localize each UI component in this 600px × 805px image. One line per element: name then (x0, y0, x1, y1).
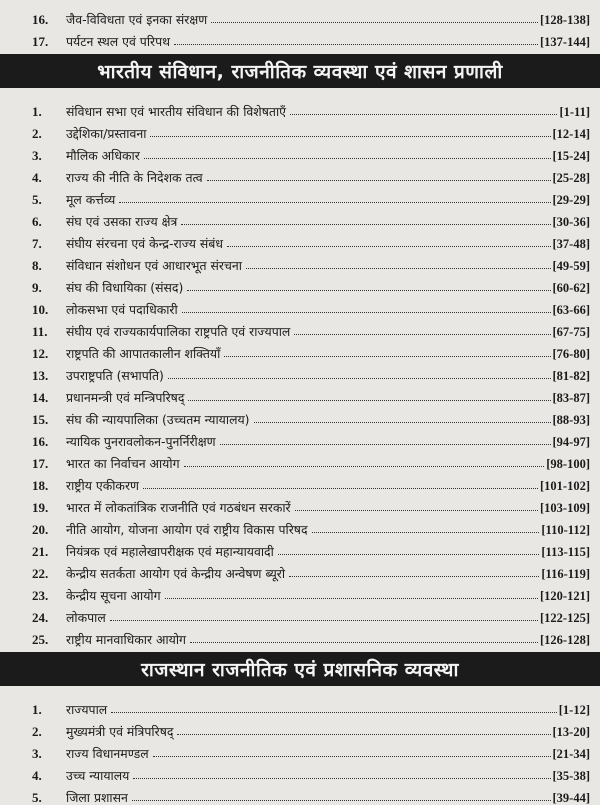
entry-pages: [116-119] (541, 566, 590, 581)
toc-entry (22, 426, 590, 448)
dot-leader (278, 553, 540, 555)
toc-entry (22, 206, 590, 228)
entry-number: 25. (32, 632, 49, 647)
entry-number: 14. (32, 390, 49, 405)
entry-pages: [29-29] (552, 192, 590, 207)
entry-pages: [30-36] (552, 214, 590, 229)
dot-leader (182, 311, 551, 313)
dot-leader (133, 777, 550, 779)
entry-pages: [25-28] (552, 170, 590, 185)
entry-pages: [76-80] (552, 346, 590, 361)
toc-entry (22, 228, 590, 250)
dot-leader (132, 799, 551, 801)
entry-pages: [13-20] (552, 724, 590, 739)
entry-pages: [15-24] (552, 148, 590, 163)
toc-entry (22, 96, 590, 118)
dot-leader (220, 443, 551, 445)
dot-leader (187, 289, 550, 291)
entry-pages: [21-34] (552, 746, 590, 761)
section-heading-indian-constitution: भारतीय संविधान, राजनीतिक व्यवस्था एवं शासन प्रणाली (0, 54, 600, 88)
section-heading-rajasthan-polity: राजस्थान राजनीतिक एवं प्रशासनिक व्यवस्था (0, 652, 600, 686)
toc-entry (22, 294, 590, 316)
entry-pages: [12-14] (552, 126, 590, 141)
dot-leader (294, 333, 550, 335)
toc-entry (22, 716, 590, 738)
entry-pages: [103-109] (540, 500, 590, 515)
dot-leader (150, 135, 550, 137)
entry-title: राज्यपाल (66, 701, 108, 717)
entry-title: भारत में लोकतांत्रिक राजनीति एवं गठबंधन सरकारें (66, 499, 291, 515)
entry-title: पर्यटन स्थल एवं परिपथ (66, 33, 171, 49)
toc-entry (22, 382, 590, 404)
entry-number: 7. (32, 236, 42, 251)
toc-entry (22, 694, 590, 716)
entry-pages: [120-121] (540, 588, 590, 603)
entry-number: 6. (32, 214, 42, 229)
entry-title: संविधान संशोधन एवं आधारभूत संरचना (66, 257, 242, 273)
entry-number: 20. (32, 522, 49, 537)
entry-pages: [67-75] (552, 324, 590, 339)
toc-entry (22, 140, 590, 162)
entry-title: नीति आयोग, योजना आयोग एवं राष्ट्रीय विकास परिषद (66, 521, 308, 537)
entry-title: उद्देशिका/प्रस्तावना (66, 125, 147, 141)
dot-leader (144, 157, 551, 159)
entry-title: जैव-विविधता एवं इनका संरक्षण (66, 11, 208, 27)
entry-title: संघीय संरचना एवं केन्द्र-राज्य संबंध (66, 235, 224, 251)
entry-title: मूल कर्त्तव्य (66, 191, 116, 207)
entry-pages: [137-144] (540, 34, 590, 49)
entry-number: 1. (32, 702, 42, 717)
entry-title: संघ एवं उसका राज्य क्षेत्र (66, 213, 178, 229)
entry-title: संघ की विधायिका (संसद) (66, 279, 184, 295)
entry-pages: [122-125] (540, 610, 590, 625)
toc-entry (22, 624, 590, 646)
toc-entry (22, 26, 590, 48)
toc-entry (22, 448, 590, 470)
dot-leader (312, 531, 540, 533)
entry-pages: [94-97] (552, 434, 590, 449)
entry-pages: [110-112] (541, 522, 590, 537)
dot-leader (177, 733, 550, 735)
toc-entry (22, 184, 590, 206)
entry-title: मुख्यमंत्री एवं मंत्रिपरिषद् (66, 723, 174, 739)
toc-entry (22, 580, 590, 602)
entry-number: 16. (32, 434, 49, 449)
entry-number: 18. (32, 478, 49, 493)
entry-pages: [63-66] (552, 302, 590, 317)
toc-entry (22, 558, 590, 580)
entry-title: राज्य की नीति के निदेशक तत्व (66, 169, 203, 185)
toc-entry (22, 782, 590, 804)
entry-title: केन्द्रीय सूचना आयोग (66, 587, 161, 603)
entry-title: न्यायिक पुनरावलोकन-पुनर्निरीक्षण (66, 433, 216, 449)
entry-number: 21. (32, 544, 49, 559)
entry-pages: [1-11] (559, 104, 590, 119)
entry-pages: [35-38] (552, 768, 590, 783)
entry-title: नियंत्रक एवं महालेखापरीक्षक एवं महान्यायवादी (66, 543, 274, 559)
entry-number: 19. (32, 500, 49, 515)
entry-title: संघीय एवं राज्यकार्यपालिका राष्ट्रपति एवं राज्यपाल (66, 323, 291, 339)
entry-number: 15. (32, 412, 49, 427)
entry-number: 17. (32, 456, 49, 471)
entry-number: 22. (32, 566, 49, 581)
entry-number: 2. (32, 126, 42, 141)
entry-pages: [49-59] (552, 258, 590, 273)
toc-entry (22, 118, 590, 140)
dot-leader (190, 641, 538, 643)
toc-entry (22, 272, 590, 294)
dot-leader (224, 355, 550, 357)
dot-leader (188, 399, 550, 401)
entry-title: संविधान सभा एवं भारतीय संविधान की विशेषताएँ (66, 103, 287, 119)
entry-number: 13. (32, 368, 49, 383)
entry-number: 4. (32, 170, 42, 185)
entry-number: 17. (32, 34, 49, 49)
toc-entry (22, 492, 590, 514)
entry-number: 4. (32, 768, 42, 783)
dot-leader (119, 201, 550, 203)
entry-title: राष्ट्रपति की आपातकालीन शक्तियाँ (66, 345, 221, 361)
dot-leader (143, 487, 538, 489)
toc-entry (22, 250, 590, 272)
entry-title: भारत का निर्वाचन आयोग (66, 455, 180, 471)
toc-entry (22, 760, 590, 782)
dot-leader (168, 377, 551, 379)
dot-leader (110, 619, 538, 621)
dot-leader (181, 223, 550, 225)
entry-number: 8. (32, 258, 42, 273)
top-list (22, 0, 590, 48)
dot-leader (295, 509, 538, 511)
entry-title: राज्य विधानमण्डल (66, 745, 149, 761)
entry-pages: [101-102] (540, 478, 590, 493)
toc-entry (22, 316, 590, 338)
entry-number: 11. (32, 324, 48, 339)
dot-leader (290, 113, 557, 115)
entry-pages: [81-82] (552, 368, 590, 383)
entry-pages: [128-138] (540, 12, 590, 27)
entry-pages: [1-12] (558, 702, 590, 717)
entry-pages: [60-62] (552, 280, 590, 295)
toc-entry (22, 360, 590, 382)
entry-title: राष्ट्रीय मानवाधिकार आयोग (66, 631, 187, 647)
entry-pages: [126-128] (540, 632, 590, 647)
entry-pages: [83-87] (552, 390, 590, 405)
entry-number: 3. (32, 148, 42, 163)
entry-title: जिला प्रशासन (66, 789, 128, 805)
entry-pages: [98-100] (546, 456, 590, 471)
toc-entry (22, 404, 590, 426)
entry-title: उपराष्ट्रपति (सभापति) (66, 367, 164, 383)
entry-number: 5. (32, 790, 42, 805)
toc-entry (22, 602, 590, 624)
toc-entry (22, 4, 590, 26)
entry-number: 12. (32, 346, 49, 361)
entry-title: केन्द्रीय सतर्कता आयोग एवं केन्द्रीय अन्वेषण ब्यूरो (66, 565, 286, 581)
entry-title: लोकसभा एवं पदाधिकारी (66, 301, 178, 317)
dot-leader (246, 267, 551, 269)
dot-leader (184, 465, 545, 467)
dot-leader (254, 421, 551, 423)
toc-entry (22, 738, 590, 760)
entry-number: 3. (32, 746, 42, 761)
entry-number: 16. (32, 12, 49, 27)
entry-number: 1. (32, 104, 42, 119)
entry-number: 10. (32, 302, 49, 317)
toc-entry (22, 470, 590, 492)
entry-pages: [39-44] (552, 790, 590, 805)
entry-title: लोकपाल (66, 609, 106, 625)
entry-number: 9. (32, 280, 42, 295)
dot-leader (207, 179, 551, 181)
dot-leader (211, 21, 538, 23)
entry-title: राष्ट्रीय एकीकरण (66, 477, 139, 493)
entry-number: 23. (32, 588, 49, 603)
entry-number: 24. (32, 610, 49, 625)
dot-leader (174, 43, 538, 45)
entry-title: उच्च न्यायालय (66, 767, 130, 783)
entry-pages: [113-115] (541, 544, 590, 559)
section-list-indian-constitution (22, 96, 590, 646)
entry-title: संघ की न्यायपालिका (उच्चतम न्यायालय) (66, 411, 250, 427)
entry-number: 2. (32, 724, 42, 739)
section-list-rajasthan-polity (22, 694, 590, 804)
toc-entry (22, 162, 590, 184)
dot-leader (165, 597, 538, 599)
dot-leader (111, 711, 557, 713)
toc-entry (22, 338, 590, 360)
dot-leader (289, 575, 539, 577)
entry-pages: [88-93] (552, 412, 590, 427)
entry-title: प्रधानमन्त्री एवं मन्त्रिपरिषद् (66, 389, 185, 405)
entry-pages: [37-48] (552, 236, 590, 251)
toc-entry (22, 536, 590, 558)
entry-number: 5. (32, 192, 42, 207)
dot-leader (227, 245, 550, 247)
entry-title: मौलिक अधिकार (66, 147, 140, 163)
toc-entry (22, 514, 590, 536)
dot-leader (153, 755, 551, 757)
